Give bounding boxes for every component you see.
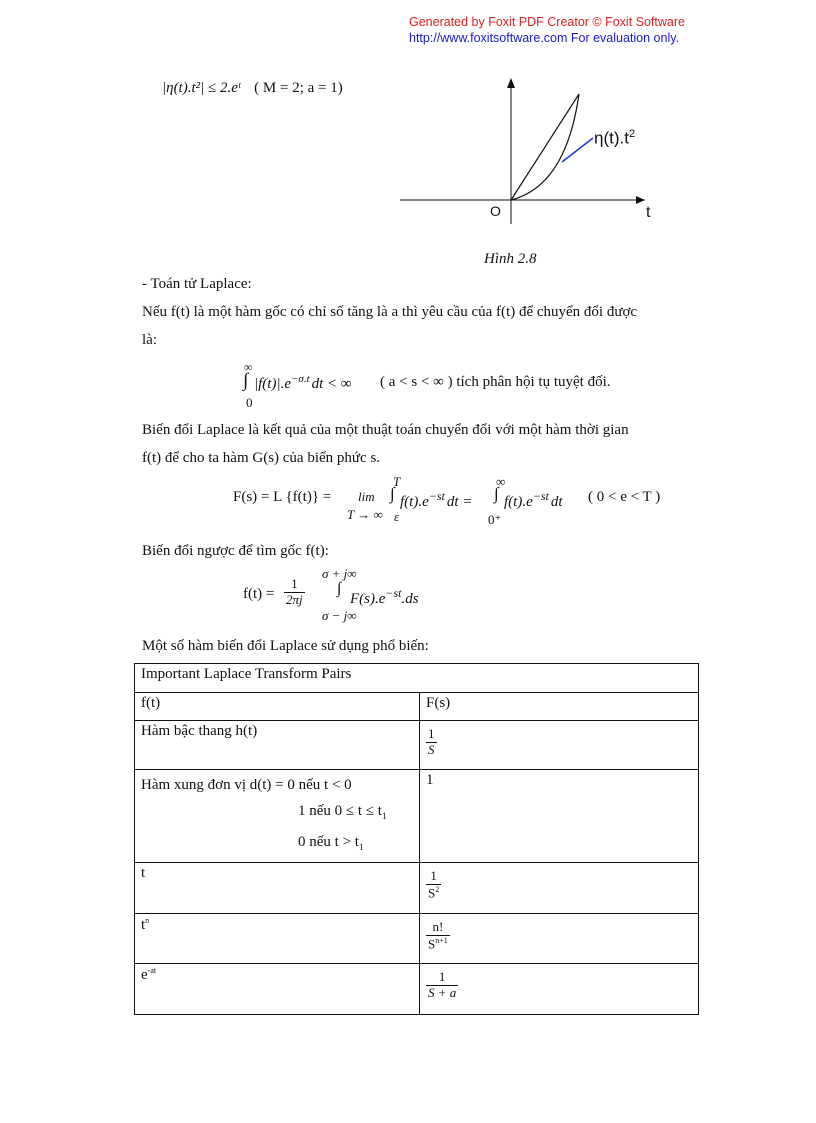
transform-lim: lim xyxy=(358,489,375,504)
ramp-num: 1 xyxy=(426,869,441,885)
table-row xyxy=(135,770,699,863)
origin-label: O xyxy=(490,203,501,219)
impulse-line-2-sub: 1 xyxy=(381,811,387,821)
int2-upper: ∞ xyxy=(496,474,506,489)
row-step-F xyxy=(420,721,699,770)
bound-line xyxy=(511,94,579,200)
curve-label-text: η(t).t xyxy=(594,128,629,148)
int1-integrand: f(t).e xyxy=(400,494,429,510)
row-impulse-f xyxy=(135,770,420,863)
row-ramp-f: t xyxy=(135,863,420,914)
table-header-row xyxy=(135,693,699,721)
int1-lower: ε xyxy=(394,509,400,524)
header-F: F(s) xyxy=(420,693,699,721)
inverse-frac-den: 2πj xyxy=(286,591,303,607)
para1-line1: Nếu f(t) là một hàm gốc có chỉ số tăng là a thì yêu cầu của f(t) để chuyển đổi được xyxy=(142,304,638,320)
power-f-base: t xyxy=(141,917,146,933)
impulse-line-3-sub: 1 xyxy=(358,842,364,852)
watermark-line-1: Generated by Foxit PDF Creator © Foxit Software xyxy=(409,15,685,29)
row-power-f xyxy=(135,914,420,964)
curve-label xyxy=(594,128,635,149)
figure-2-8 xyxy=(390,74,680,234)
int1-sign: ∫ xyxy=(390,484,395,503)
power-den xyxy=(426,936,450,952)
inverse-body xyxy=(350,586,419,608)
abs-int-sign: ∫ xyxy=(243,370,249,391)
int1-upper: T xyxy=(393,474,401,489)
impulse-line-3-text: 0 nếu t > t xyxy=(298,834,359,850)
int2-body xyxy=(504,489,563,511)
abs-int-body xyxy=(254,373,352,393)
transform-condition: ( 0 < e < T ) xyxy=(588,489,661,505)
inverse-frac-num: 1 xyxy=(284,577,305,593)
transform-lim-sub: T → ∞ xyxy=(347,507,383,522)
inverse-intro: Biến đổi ngược để tìm gốc f(t): xyxy=(142,543,329,559)
abs-int-exp: −σ.t xyxy=(290,373,310,385)
para2-line2: f(t) để cho ta hàm G(s) của biến phức s. xyxy=(142,450,381,466)
inverse-exp: −st xyxy=(385,586,402,600)
impulse-line-2 xyxy=(141,798,413,829)
section-heading: - Toán tử Laplace: xyxy=(142,276,252,292)
exp-f-exp: -at xyxy=(147,966,157,975)
abs-int-integrand: |f(t)|.e xyxy=(254,376,291,392)
inverse-ds: .ds xyxy=(401,591,419,607)
table-row xyxy=(135,964,699,1015)
impulse-line-1: Hàm xung đơn vị d(t) = 0 nếu t < 0 xyxy=(141,777,352,793)
power-den-base: S xyxy=(428,936,436,952)
t-axis-label: t xyxy=(646,204,651,221)
abs-int-upper: ∞ xyxy=(244,360,253,374)
bound-formula xyxy=(162,80,343,97)
step-num: 1 xyxy=(428,726,435,741)
impulse-line-3 xyxy=(141,829,413,860)
abs-int-tail: dt < ∞ xyxy=(311,376,352,392)
laplace-table xyxy=(134,663,699,1015)
int2-exp: −st xyxy=(532,489,549,503)
para2-line1: Biến đổi Laplace là kết quả của một thuật toán chuyển đổi với một hàm thời gian xyxy=(142,422,629,438)
row-step-f: Hàm bậc thang h(t) xyxy=(135,721,420,770)
row-exp-F xyxy=(420,964,699,1015)
inverse-fraction xyxy=(284,577,305,608)
inverse-lhs: f(t) = xyxy=(243,586,275,602)
table-row xyxy=(135,914,699,964)
power-num: n! xyxy=(426,920,450,936)
int1-dt: dt = xyxy=(446,494,473,510)
exp-f-base: e xyxy=(141,967,148,983)
row-ramp-F xyxy=(420,863,699,914)
table-row xyxy=(135,863,699,914)
power-f-exp: n xyxy=(145,916,150,925)
curve-label-exp: 2 xyxy=(628,128,636,140)
abs-int-condition: ( a < s < ∞ ) tích phân hội tụ tuyệt đối. xyxy=(380,374,611,390)
row-exp-f xyxy=(135,964,420,1015)
row-impulse-F: 1 xyxy=(420,770,699,863)
inverse-int-upper: σ + j∞ xyxy=(322,566,357,581)
transform-lhs: F(s) = L {f(t)} = xyxy=(233,489,332,505)
int2-lower: 0⁺ xyxy=(488,512,502,527)
int2-dt: dt xyxy=(550,494,563,510)
int2-integrand: f(t).e xyxy=(504,494,533,510)
inverse-integrand: F(s).e xyxy=(350,591,386,607)
table-title: Important Laplace Transform Pairs xyxy=(135,664,699,693)
figure-caption: Hình 2.8 xyxy=(484,251,537,267)
t-axis-arrow xyxy=(636,196,645,204)
header-f: f(t) xyxy=(135,693,420,721)
bound-lhs: |η(t).t²| ≤ 2.eᵗ xyxy=(162,80,241,96)
para1-line2: là: xyxy=(142,332,157,348)
label-leader xyxy=(562,138,593,162)
watermark-line-2: http://www.foxitsoftware.com For evaluation only. xyxy=(409,31,680,45)
step-den: S xyxy=(428,741,435,757)
ramp-den-base: S xyxy=(428,885,436,901)
int2-sign: ∫ xyxy=(494,484,499,503)
int1-exp: −st xyxy=(428,489,445,503)
ramp-den xyxy=(426,885,441,901)
table-row xyxy=(135,721,699,770)
exp-den: S + a xyxy=(428,984,457,1000)
inverse-int-sign: ∫ xyxy=(337,580,342,597)
table-title-row xyxy=(135,664,699,693)
power-den-exp: n+1 xyxy=(435,935,448,945)
exp-num: 1 xyxy=(426,970,458,986)
y-axis-arrow xyxy=(507,78,515,88)
table-intro: Một số hàm biến đổi Laplace sử dụng phổ biến: xyxy=(142,638,429,654)
abs-int-lower: 0 xyxy=(246,395,253,410)
bound-params: ( M = 2; a = 1) xyxy=(254,80,343,96)
row-power-F xyxy=(420,914,699,964)
int1-body xyxy=(400,489,472,511)
impulse-line-2-text: 1 nếu 0 ≤ t ≤ t xyxy=(298,803,382,819)
inverse-int-lower: σ − j∞ xyxy=(322,608,357,623)
ramp-den-exp: 2 xyxy=(435,884,440,894)
